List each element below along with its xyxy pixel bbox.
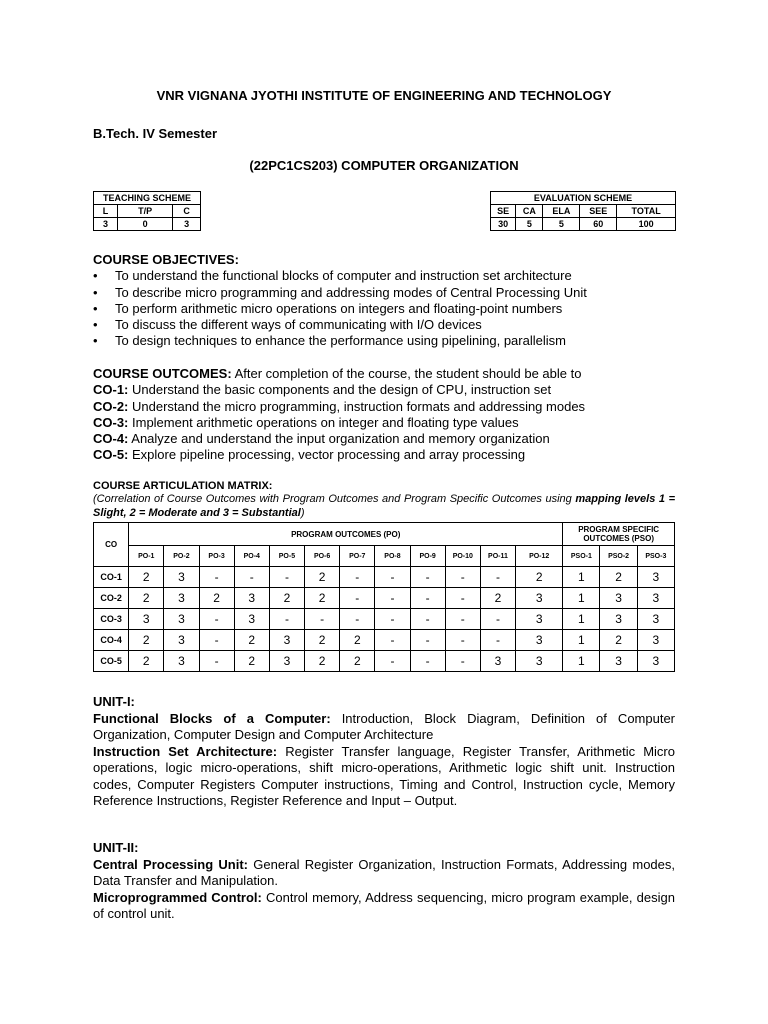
outcome-item (93, 447, 693, 463)
outcome-code: CO-4: (93, 431, 129, 447)
matrix-cell: 3 (234, 609, 269, 630)
matrix-cell: 3 (516, 630, 563, 651)
unit-1-topic-1-text: Introduction, Block Diagram, Definition of Computer Organization, Computer Design and Computer Architecture (93, 710, 676, 742)
teaching-scheme-title: TEACHING SCHEME (94, 192, 201, 205)
matrix-column-header: PO-8 (375, 546, 410, 567)
unit-1 (93, 694, 675, 810)
matrix-column-header: PSO-3 (637, 546, 674, 567)
outcome-code: CO-1: (93, 382, 129, 398)
matrix-row (94, 609, 675, 630)
outcome-text: Understand the micro programming, instruction formats and addressing modes (128, 398, 586, 414)
matrix-cell: - (375, 588, 410, 609)
matrix-cell: - (375, 567, 410, 588)
unit-2-topic-1-heading: Central Processing Unit: (93, 856, 248, 872)
matrix-cell: 3 (164, 630, 199, 651)
matrix-cell: - (445, 630, 480, 651)
matrix-cell: 2 (129, 651, 164, 672)
matrix-cell: 2 (480, 588, 515, 609)
objective-item: • To design techniques to enhance the performance using pipelining, parallelism (93, 333, 693, 349)
articulation-matrix-table (93, 522, 675, 672)
unit-1-topic-1-heading: Functional Blocks of a Computer: (93, 710, 331, 726)
teaching-scheme-table (93, 191, 201, 231)
matrix-cell: - (445, 651, 480, 672)
teaching-scheme-value-cell: 3 (94, 218, 118, 231)
matrix-cell: 3 (164, 609, 199, 630)
matrix-cell: - (199, 630, 234, 651)
outcome-code: CO-3: (93, 414, 129, 430)
matrix-cell: 3 (600, 588, 637, 609)
matrix-cell: 1 (563, 651, 600, 672)
matrix-cell: 3 (269, 630, 304, 651)
outcome-code: CO-5: (93, 447, 129, 463)
objectives-heading: COURSE OBJECTIVES: (93, 252, 239, 267)
matrix-cell: - (445, 567, 480, 588)
matrix-cell: 2 (305, 651, 340, 672)
matrix-cell: 2 (199, 588, 234, 609)
evaluation-scheme-value-cell: 100 (617, 218, 676, 231)
matrix-column-header: PO-2 (164, 546, 199, 567)
matrix-row (94, 630, 675, 651)
evaluation-scheme-table (490, 191, 676, 231)
matrix-cell: - (480, 630, 515, 651)
matrix-row (94, 651, 675, 672)
matrix-cell: - (375, 651, 410, 672)
matrix-cell: - (199, 651, 234, 672)
matrix-cell: - (199, 567, 234, 588)
outcome-text: Explore pipeline processing, vector processing and array processing (128, 447, 526, 463)
matrix-row-label: CO-3 (94, 609, 129, 630)
matrix-note (93, 492, 675, 520)
matrix-note-line: (Correlation of Course Outcomes with Program Outcomes and Program Specific Outcomes using (93, 493, 572, 505)
outcomes-heading: COURSE OUTCOMES: (93, 366, 232, 381)
matrix-cell: - (199, 609, 234, 630)
matrix-cell: - (340, 588, 375, 609)
teaching-scheme-header-cell: T/P (117, 205, 172, 218)
matrix-row-label: CO-2 (94, 588, 129, 609)
matrix-row-label: CO-5 (94, 651, 129, 672)
matrix-cell: 3 (637, 567, 674, 588)
course-title: (22PC1CS203) COMPUTER ORGANIZATION (249, 158, 519, 173)
matrix-column-header: PO-5 (269, 546, 304, 567)
matrix-cell: 2 (305, 567, 340, 588)
outcome-item (93, 382, 693, 398)
matrix-cell: - (410, 588, 445, 609)
matrix-cell: - (305, 609, 340, 630)
evaluation-scheme-header-cell: CA (516, 205, 543, 218)
matrix-column-header: PO-7 (340, 546, 375, 567)
matrix-row (94, 588, 675, 609)
matrix-cell: - (410, 651, 445, 672)
matrix-column-header: PO-1 (129, 546, 164, 567)
matrix-cell: 1 (563, 630, 600, 651)
institute-title: VNR VIGNANA JYOTHI INSTITUTE OF ENGINEERING AND TECHNOLOGY (156, 88, 612, 103)
matrix-cell: 3 (164, 567, 199, 588)
matrix-heading: COURSE ARTICULATION MATRIX: (93, 480, 273, 492)
matrix-cell: 2 (305, 630, 340, 651)
matrix-cell: - (445, 609, 480, 630)
evaluation-scheme-title: EVALUATION SCHEME (491, 192, 676, 205)
unit-2-heading: UNIT-II: (93, 840, 139, 855)
objective-item: • To understand the functional blocks of computer and instruction set architecture (93, 268, 693, 284)
matrix-cell: 2 (129, 588, 164, 609)
matrix-cell: 2 (305, 588, 340, 609)
matrix-cell: 3 (129, 609, 164, 630)
matrix-cell: 3 (516, 651, 563, 672)
evaluation-scheme-value-cell: 60 (580, 218, 617, 231)
outcome-text: Analyze and understand the input organization and memory organization (128, 431, 550, 447)
matrix-cell: - (480, 567, 515, 588)
teaching-scheme-value-cell: 3 (173, 218, 201, 231)
articulation-matrix-section (93, 480, 675, 520)
matrix-row-label: CO-4 (94, 630, 129, 651)
matrix-cell: - (410, 630, 445, 651)
matrix-cell: 3 (164, 588, 199, 609)
matrix-cell: 3 (600, 651, 637, 672)
matrix-column-header: PO-3 (199, 546, 234, 567)
matrix-cell: 3 (600, 609, 637, 630)
unit-1-topic-2-text: Register Transfer language, Register Transfer, Arithmetic Micro operations, logic micro-operations, shift micro-operations, Arithmetic logic shift unit. Instruction codes, Computer Registers Computer instructions, Timing and Control, Instruction cycle, Memory Reference Instructions, Register Reference and Input – Output. (93, 743, 675, 808)
matrix-cell: 1 (563, 588, 600, 609)
matrix-cell: 3 (637, 609, 674, 630)
matrix-cell: 2 (340, 630, 375, 651)
matrix-cell: 2 (600, 567, 637, 588)
matrix-cell: 2 (516, 567, 563, 588)
matrix-cell: - (269, 567, 304, 588)
objective-item: • To discuss the different ways of communicating with I/O devices (93, 317, 693, 333)
matrix-cell: - (340, 609, 375, 630)
evaluation-scheme-header-cell: ELA (543, 205, 580, 218)
unit-2-topic-1-text: General Register Organization, Instruction Formats, Addressing modes, Data Transfer and Manipulation. (93, 856, 675, 888)
matrix-cell: - (410, 609, 445, 630)
unit-2-topic-2-text: Control memory, Address sequencing, micro program example, design of control unit. (93, 889, 675, 921)
matrix-cell: 3 (637, 588, 674, 609)
co-column-header: CO (94, 523, 129, 567)
matrix-cell: - (410, 567, 445, 588)
matrix-cell: 2 (269, 588, 304, 609)
evaluation-scheme-value-cell: 5 (543, 218, 580, 231)
matrix-column-header: PO-9 (410, 546, 445, 567)
matrix-cell: 2 (129, 630, 164, 651)
matrix-cell: 1 (563, 609, 600, 630)
teaching-scheme-header-cell: L (94, 205, 118, 218)
course-objectives (93, 252, 693, 350)
matrix-cell: - (340, 567, 375, 588)
matrix-note-close: ) (300, 507, 305, 519)
unit-1-topic-2-heading: Instruction Set Architecture: (93, 743, 278, 759)
matrix-cell: 2 (600, 630, 637, 651)
matrix-note-mapping: mapping levels 1 = Slight, 2 = Moderate and 3 = Substantial (93, 493, 676, 519)
pso-group-header: PROGRAM SPECIFIC OUTCOMES (PSO) (563, 523, 675, 546)
outcome-item (93, 431, 693, 447)
matrix-column-header: PSO-1 (563, 546, 600, 567)
matrix-cell: - (269, 609, 304, 630)
unit-2 (93, 840, 675, 923)
matrix-cell: 2 (129, 567, 164, 588)
objective-item: • To perform arithmetic micro operations on integers and floating-point numbers (93, 301, 693, 317)
evaluation-scheme-header-cell: TOTAL (617, 205, 676, 218)
matrix-cell: 1 (563, 567, 600, 588)
evaluation-scheme-header-cell: SEE (580, 205, 617, 218)
unit-1-heading: UNIT-I: (93, 694, 135, 709)
matrix-cell: 3 (516, 609, 563, 630)
matrix-row (94, 567, 675, 588)
matrix-cell: 2 (340, 651, 375, 672)
matrix-cell: - (480, 609, 515, 630)
matrix-cell: 3 (516, 588, 563, 609)
matrix-cell: 3 (637, 651, 674, 672)
matrix-cell: 2 (234, 651, 269, 672)
evaluation-scheme-value-cell: 30 (491, 218, 516, 231)
matrix-column-header: PO-4 (234, 546, 269, 567)
outcome-item (93, 399, 693, 415)
matrix-row-label: CO-1 (94, 567, 129, 588)
course-outcomes (93, 366, 693, 464)
objectives-list (93, 268, 693, 349)
matrix-cell: - (445, 588, 480, 609)
matrix-column-header: PSO-2 (600, 546, 637, 567)
matrix-cell: 3 (637, 630, 674, 651)
matrix-cell: 3 (234, 588, 269, 609)
matrix-cell: - (234, 567, 269, 588)
evaluation-scheme-header-cell: SE (491, 205, 516, 218)
objective-item: • To describe micro programming and addressing modes of Central Processing Unit (93, 285, 693, 301)
matrix-cell: 3 (269, 651, 304, 672)
outcomes-list (93, 382, 693, 463)
unit-2-topic-2-heading: Microprogrammed Control: (93, 889, 262, 905)
outcome-item (93, 415, 693, 431)
teaching-scheme-value-cell: 0 (117, 218, 172, 231)
teaching-scheme-header-cell: C (173, 205, 201, 218)
matrix-cell: - (375, 630, 410, 651)
matrix-column-header: PO-10 (445, 546, 480, 567)
outcome-text: Implement arithmetic operations on integer and floating type values (128, 414, 519, 430)
matrix-cell: 3 (480, 651, 515, 672)
matrix-column-header: PO-12 (516, 546, 563, 567)
matrix-column-header: PO-6 (305, 546, 340, 567)
matrix-cell: 2 (234, 630, 269, 651)
po-group-header: PROGRAM OUTCOMES (PO) (129, 523, 563, 546)
outcomes-intro: After completion of the course, the student should be able to (231, 366, 582, 381)
semester-label: B.Tech. IV Semester (93, 126, 218, 141)
outcome-code: CO-2: (93, 398, 129, 414)
matrix-cell: 3 (164, 651, 199, 672)
evaluation-scheme-value-cell: 5 (516, 218, 543, 231)
matrix-column-header: PO-11 (480, 546, 515, 567)
outcome-text: Understand the basic components and the design of CPU, instruction set (128, 382, 552, 398)
matrix-cell: - (375, 609, 410, 630)
